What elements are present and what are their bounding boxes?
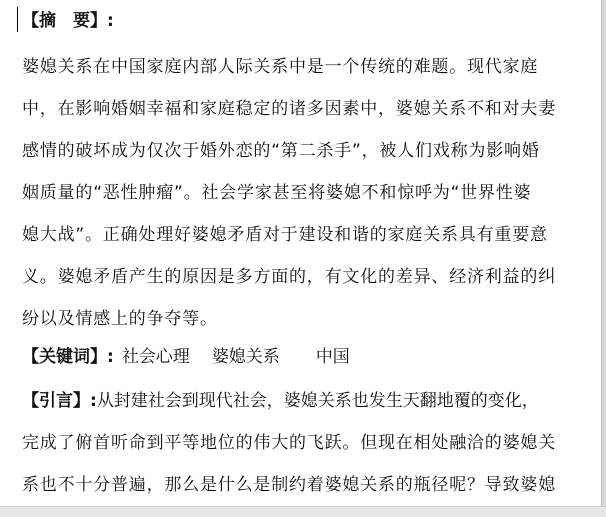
intro-line-1: 从封建社会到现代社会，婆媳关系也发生天翻地覆的变化， — [96, 391, 539, 411]
keyword-item: 中国 — [315, 347, 350, 367]
abstract-line-5: 媳大战”。正确处理好婆媳矛盾对于建设和谐的家庭关系具有重要意 — [22, 225, 548, 245]
keyword-item: 社会心理 — [121, 347, 190, 367]
intro-line-3: 系也不十分普遍，那么是什么是制约着婆媳关系的瓶径呢？导致婆媳 — [22, 475, 556, 495]
abstract-line-3: 感情的破坏成为仅次于婚外恋的“第二杀手”，被人们戏称为影响婚 — [22, 141, 540, 161]
page-right-edge — [601, 0, 606, 517]
text-cursor — [17, 7, 18, 32]
intro-line-2: 完成了俯首听命到平等地位的伟大的飞跃。但现在相处融洽的婆媳关 — [22, 433, 556, 453]
abstract-line-2: 中，在影响婚姻幸福和家庭稳定的诸多因素中，婆媳关系不和对夫妻 — [22, 99, 556, 119]
abstract-heading-text: 【摘 要】: — [22, 11, 114, 31]
bottom-scroll-area[interactable] — [0, 506, 606, 517]
abstract-line-1: 婆媳关系在中国家庭内部人际关系中是一个传统的难题。现代家庭 — [22, 57, 539, 77]
abstract-heading — [22, 10, 114, 32]
keywords-row — [22, 346, 350, 368]
abstract-line-4: 姻质量的“恶性肿瘤”。社会学家甚至将婆媳不和惊呼为“世界性婆 — [22, 183, 532, 203]
abstract-line-7: 纷以及情感上的争夺等。 — [22, 309, 218, 329]
keywords-label: 【关键词】: — [22, 347, 114, 367]
abstract-line-6: 义。婆媳矛盾产生的原因是多方面的，有文化的差异、经济利益的纠 — [22, 267, 556, 287]
intro-first-line — [22, 390, 539, 412]
keyword-item: 婆媳关系 — [211, 347, 280, 367]
intro-label: 【引言】: — [22, 391, 97, 411]
